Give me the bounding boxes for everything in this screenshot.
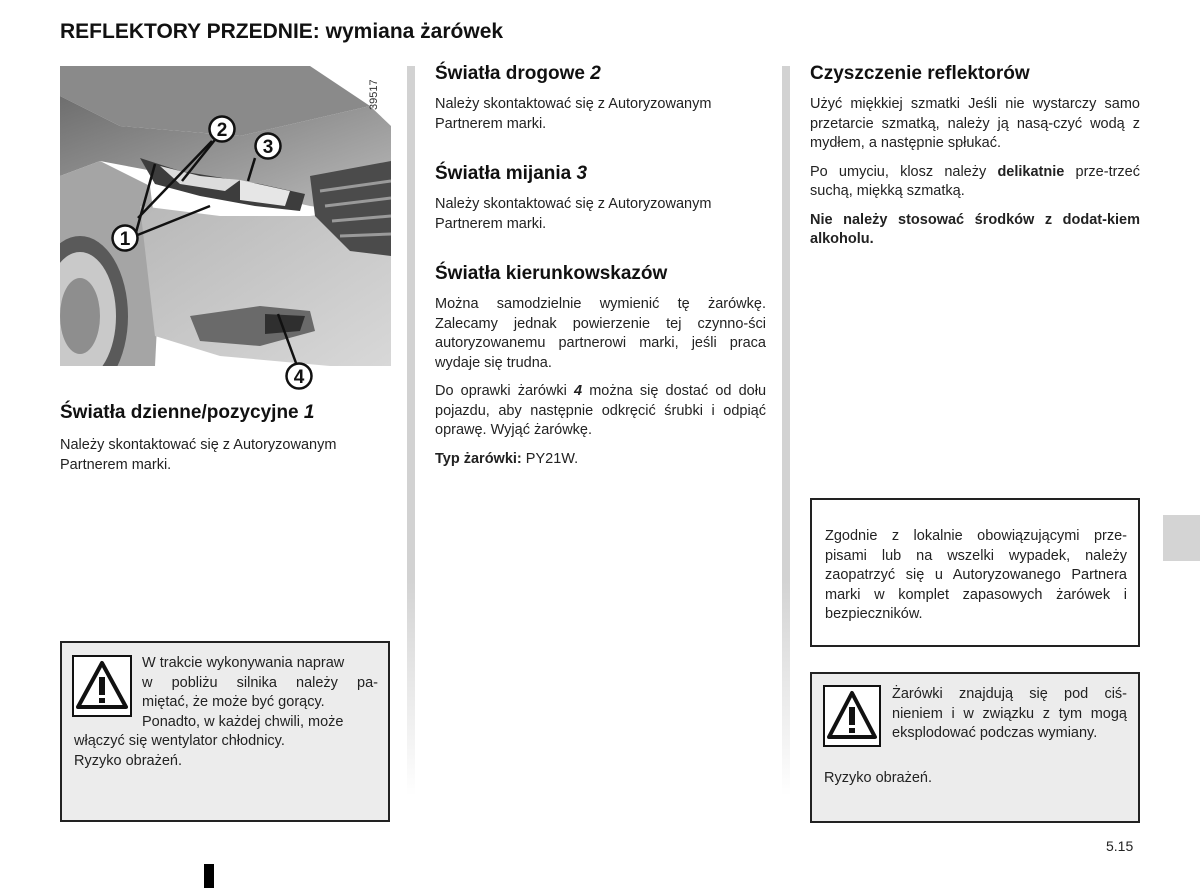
- pressure-warning-risk: Ryzyko obrażeń.: [824, 770, 932, 786]
- section-cleaning: [810, 63, 1140, 250]
- warning-line-4: Ponadto, w każdej chwili, może: [142, 713, 344, 730]
- warning-triangle-icon: [72, 655, 132, 717]
- callout-2: [210, 117, 235, 142]
- warning-triangle-icon: [823, 685, 881, 747]
- heading-low-beam: Światła mijania 3: [435, 163, 588, 184]
- indicators-text-2: Do oprawki żarówki 4 można się dostać od dołu pojazdu, aby następnie odkręcić śrubki i odpiąć oprawę. Wyjąć żarówkę.: [435, 383, 767, 438]
- car-front-illustration: [60, 66, 391, 390]
- bulb-type: Typ żarówki: PY21W.: [435, 450, 579, 467]
- svg-text:2: 2: [216, 120, 228, 141]
- warning-line-6: Ryzyko obrażeń.: [74, 752, 182, 769]
- warning-line-1: W trakcie wykonywania napraw: [142, 655, 345, 671]
- page-title: REFLEKTORY PRZEDNIE: wymiana żarówek: [60, 20, 504, 43]
- section-daytime-lights: [60, 402, 392, 475]
- warning-line-5: włączyć się wentylator chłodnicy.: [74, 733, 285, 749]
- callout-4: [287, 364, 312, 389]
- section-low-beam: [435, 163, 767, 234]
- section-indicators: [435, 263, 766, 469]
- cleaning-text-1: Użyć miękkiej szmatki Jeśli nie wystarczy samo przetarcie szmatką, należy ją nasą-czyć wodą z mydłem, a następnie spłukać.: [810, 96, 1140, 151]
- svg-text:4: 4: [293, 367, 305, 388]
- callout-3: [256, 134, 281, 159]
- warning-line-3: miętać, że może być gorący.: [142, 694, 325, 710]
- warning-line-2: w pobliżu silnika należy pa-: [142, 674, 378, 691]
- section-high-beam: [435, 63, 767, 134]
- spare-bulbs-text: Zgodnie z lokalnie obowiązującymi prze-pisami lub na wszelki wypadek, należy zaopatrzyć się u Autoryzowanego Partnera marki w komplet zapasowych żarówek i bezpieczników.: [825, 528, 1127, 622]
- indicators-text-1: Można samodzielnie wymienić tę żarówkę. Zalecamy jednak powierzenie tej czynno-ści autoryzowanemu partnerowi marki, jeśli praca wydaje się trudna.: [435, 296, 766, 371]
- pressure-warning-text: Żarówki znajdują się pod ciś-nieniem i w związku z tym mogą eksplodować podczas wymiany.: [892, 686, 1127, 741]
- svg-text:1: 1: [119, 229, 131, 250]
- high-beam-text: Należy skontaktować się z Autoryzowanym Partnerem marki.: [435, 96, 712, 132]
- heading-cleaning: Czyszczenie reflektorów: [810, 63, 1030, 84]
- engine-warning-box: [60, 641, 390, 822]
- low-beam-text: Należy skontaktować się z Autoryzowanym Partnerem marki.: [435, 196, 712, 232]
- spare-bulbs-info-box: [810, 498, 1140, 647]
- chapter-tab: [1163, 515, 1200, 561]
- pressure-warning-box: [810, 672, 1140, 823]
- figure-code: 39517: [368, 79, 380, 110]
- cleaning-text-3: Nie należy stosować środków z dodat-kiem alkoholu.: [810, 211, 1140, 247]
- heading-high-beam: Światła drogowe 2: [435, 63, 601, 84]
- daytime-lights-text: Należy skontaktować się z Autoryzowanym Partnerem marki.: [60, 437, 337, 473]
- page-number: 5.15: [1106, 838, 1134, 854]
- callout-1: [113, 226, 138, 251]
- crop-mark: [204, 864, 214, 888]
- headlight-photo: [60, 66, 391, 390]
- column-divider-left: [407, 66, 415, 796]
- column-divider-right: [782, 66, 790, 796]
- heading-daytime-lights: Światła dzienne/pozycyjne 1: [60, 402, 315, 423]
- svg-text:3: 3: [262, 137, 274, 158]
- heading-indicators: Światła kierunkowskazów: [435, 263, 668, 284]
- cleaning-text-2: Po umyciu, klosz należy delikatnie prze-trzeć suchą, miękką szmatką.: [810, 163, 1140, 199]
